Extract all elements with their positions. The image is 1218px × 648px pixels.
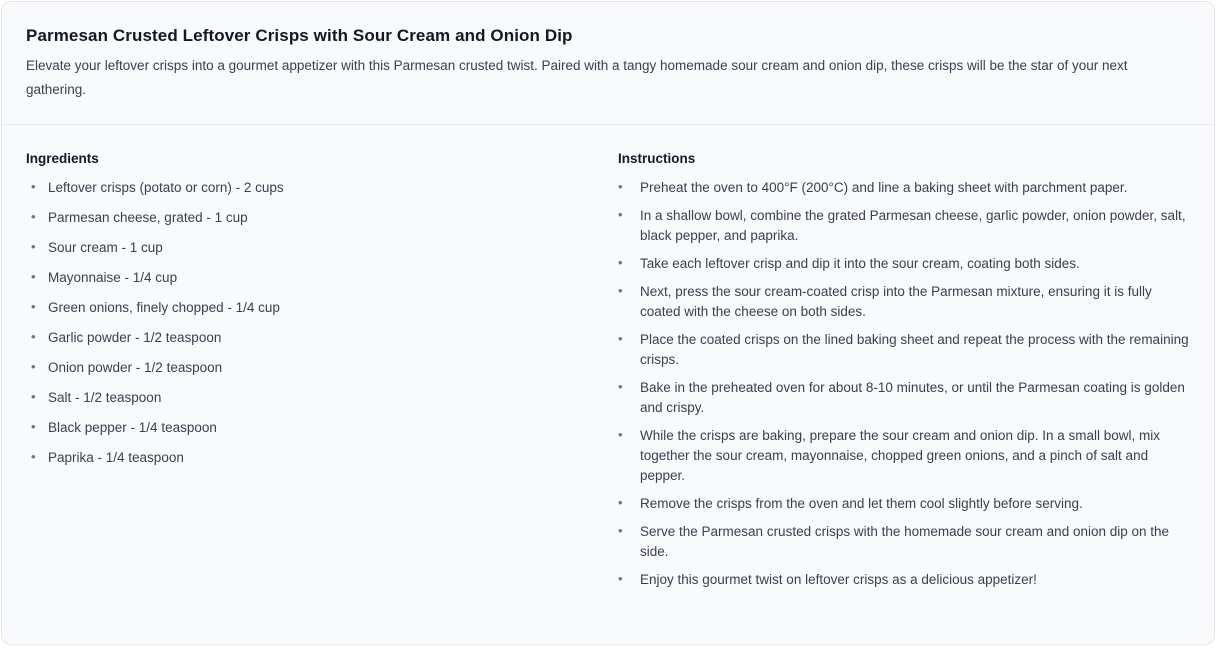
list-item: • Place the coated crisps on the lined baking sheet and repeat the process with the remaining crisps. <box>618 330 1190 370</box>
ingredients-section <box>26 151 618 598</box>
list-item: • Leftover crisps (potato or corn) - 2 cups <box>26 178 598 198</box>
instructions-section <box>618 151 1190 598</box>
list-item: • Preheat the oven to 400°F (200°C) and line a baking sheet with parchment paper. <box>618 178 1190 198</box>
list-item: • Serve the Parmesan crusted crisps with the homemade sour cream and onion dip on the side. <box>618 522 1190 562</box>
ingredients-heading: Ingredients <box>26 151 99 166</box>
list-item: • Sour cream - 1 cup <box>26 238 598 258</box>
recipe-description: Elevate your leftover crisps into a gourmet appetizer with this Parmesan crusted twist. Paired with a tangy homemade sour cream and onion dip, these crisps will be the star of your next gathering. <box>26 58 1128 97</box>
list-item: • Garlic powder - 1/2 teaspoon <box>26 328 598 348</box>
recipe-card <box>1 1 1215 645</box>
list-item: • Parmesan cheese, grated - 1 cup <box>26 208 598 228</box>
list-item: • While the crisps are baking, prepare the sour cream and onion dip. In a small bowl, mix together the sour cream, mayonnaise, chopped green onions, and a pinch of salt and pepper. <box>618 426 1190 486</box>
list-item: • Paprika - 1/4 teaspoon <box>26 448 598 468</box>
page-title: Parmesan Crusted Leftover Crisps with Sour Cream and Onion Dip <box>26 26 573 45</box>
list-item: • Black pepper - 1/4 teaspoon <box>26 418 598 438</box>
list-item: • Next, press the sour cream-coated crisp into the Parmesan mixture, ensuring it is fully coated with the cheese on both sides. <box>618 282 1190 322</box>
list-item: • Remove the crisps from the oven and let them cool slightly before serving. <box>618 494 1190 514</box>
recipe-header <box>2 2 1214 125</box>
list-item: • Salt - 1/2 teaspoon <box>26 388 598 408</box>
list-item: • Bake in the preheated oven for about 8-10 minutes, or until the Parmesan coating is golden and crispy. <box>618 378 1190 418</box>
list-item: • Green onions, finely chopped - 1/4 cup <box>26 298 598 318</box>
ingredients-list <box>26 178 598 468</box>
instructions-list <box>618 178 1190 590</box>
list-item: • Onion powder - 1/2 teaspoon <box>26 358 598 378</box>
list-item: • Take each leftover crisp and dip it into the sour cream, coating both sides. <box>618 254 1190 274</box>
instructions-heading: Instructions <box>618 151 696 166</box>
recipe-body <box>2 125 1214 618</box>
list-item: • Mayonnaise - 1/4 cup <box>26 268 598 288</box>
list-item: • Enjoy this gourmet twist on leftover crisps as a delicious appetizer! <box>618 570 1190 590</box>
list-item: • In a shallow bowl, combine the grated Parmesan cheese, garlic powder, onion powder, salt, black pepper, and paprika. <box>618 206 1190 246</box>
